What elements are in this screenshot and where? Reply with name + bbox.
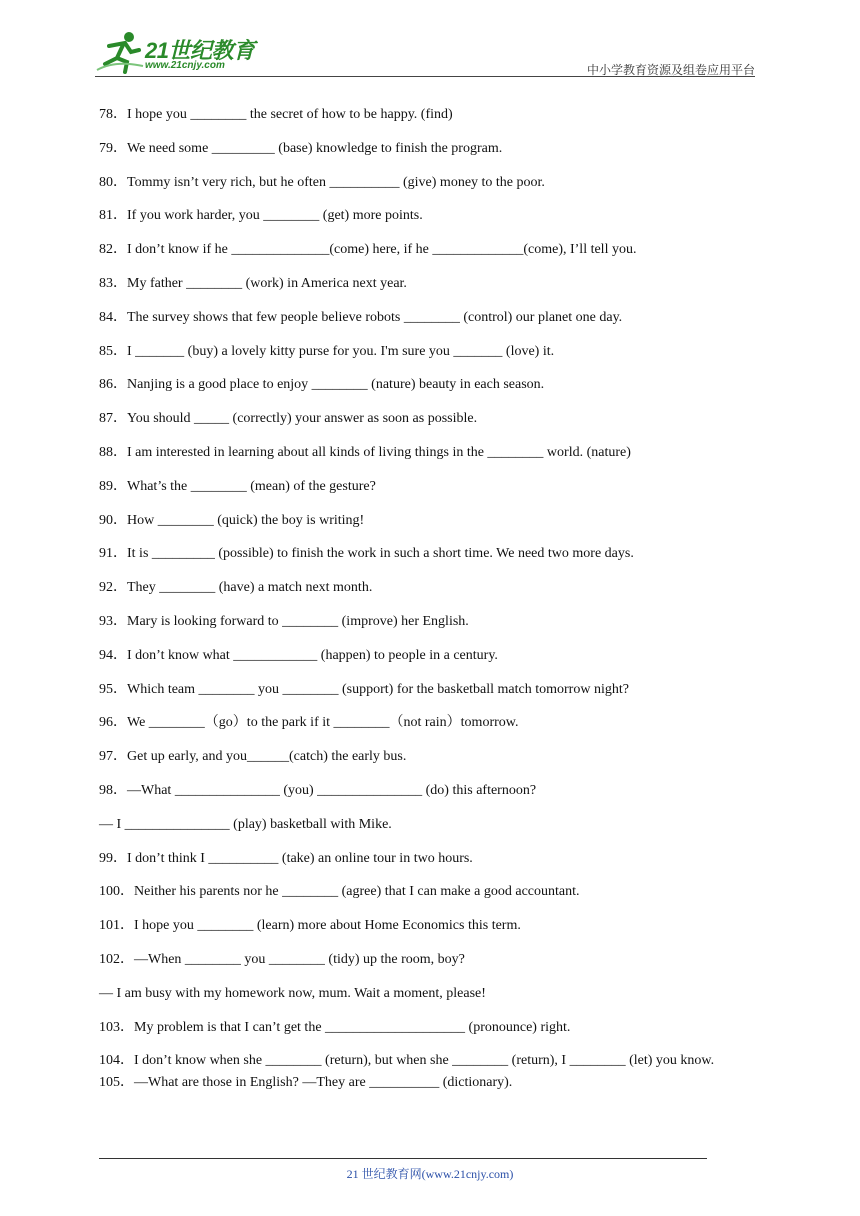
- logo-url: www.21cnjy.com: [145, 60, 225, 71]
- question-100: 100．Neither his parents nor he ________ (agree) that I can make a good accountant.: [99, 884, 580, 900]
- page-header: [95, 30, 755, 78]
- runner-logo-icon: [95, 30, 145, 74]
- question-102-answer: — I am busy with my homework now, mum. Wait a moment, please!: [99, 985, 486, 1001]
- question-81: 81．If you work harder, you ________ (get) more points.: [99, 208, 423, 224]
- logo-text: 21世纪教育: [145, 38, 255, 63]
- question-82: 82．I don’t know if he ______________(come) here, if he _____________(come), I’ll tell you.: [99, 242, 637, 258]
- header-platform-text: 中小学教育资源及组卷应用平台: [586, 63, 755, 77]
- question-102: 102．—When ________ you ________ (tidy) up the room, boy?: [99, 951, 465, 967]
- footer-site-text: 21 世纪教育网(www.21cnjy.com): [346, 1167, 514, 1181]
- question-104: 104．I don’t know when she ________ (return), but when she ________ (return), I ________ (let) you know.: [99, 1053, 715, 1069]
- question-92: 92．They ________ (have) a match next month.: [99, 580, 373, 596]
- question-87: 87．You should _____ (correctly) your answer as soon as possible.: [99, 411, 478, 427]
- question-91: 91．It is _________ (possible) to finish the work in such a short time. We need two more days.: [99, 546, 634, 562]
- header-divider: [95, 76, 755, 77]
- question-105: 105．—What are those in English? —They are __________ (dictionary).: [99, 1075, 513, 1091]
- question-99: 99．I don’t think I __________ (take) an online tour in two hours.: [99, 850, 473, 866]
- question-84: 84．The survey shows that few people believe robots ________ (control) our planet one day.: [99, 309, 623, 325]
- question-95: 95．Which team ________ you ________ (support) for the basketball match tomorrow night?: [99, 681, 629, 697]
- logo: [95, 30, 265, 76]
- question-94: 94．I don’t know what ____________ (happen) to people in a century.: [99, 647, 498, 663]
- question-96: 96．We ________（go）to the park if it ________（not rain）tomorrow.: [99, 715, 519, 731]
- question-80: 80．Tommy isn’t very rich, but he often __________ (give) money to the poor.: [99, 174, 545, 190]
- question-89: 89．What’s the ________ (mean) of the gesture?: [99, 478, 376, 494]
- question-78: 78．I hope you ________ the secret of how to be happy. (find): [99, 107, 453, 122]
- question-93: 93．Mary is looking forward to ________ (improve) her English.: [99, 613, 469, 629]
- question-90: 90．How ________ (quick) the boy is writing!: [99, 512, 365, 528]
- question-79: 79．We need some _________ (base) knowledge to finish the program.: [99, 140, 503, 156]
- question-88: 88．I am interested in learning about all kinds of living things in the ________ world. (nature): [99, 444, 631, 460]
- question-103: 103．My problem is that I can’t get the ____________________ (pronounce) right.: [99, 1019, 571, 1035]
- question-list: [99, 104, 759, 1106]
- question-98-answer: — I _______________ (play) basketball with Mike.: [99, 816, 392, 832]
- question-86: 86．Nanjing is a good place to enjoy ________ (nature) beauty in each season.: [99, 377, 545, 393]
- question-97: 97．Get up early, and you______(catch) the early bus.: [99, 749, 407, 765]
- question-85: 85．I _______ (buy) a lovely kitty purse for you. I'm sure you _______ (love) it.: [99, 343, 555, 359]
- question-83: 83．My father ________ (work) in America next year.: [99, 275, 407, 291]
- question-98: 98．—What _______________ (you) _______________ (do) this afternoon?: [99, 782, 537, 798]
- question-101: 101．I hope you ________ (learn) more about Home Economics this term.: [99, 918, 521, 934]
- footer-divider: [99, 1158, 707, 1159]
